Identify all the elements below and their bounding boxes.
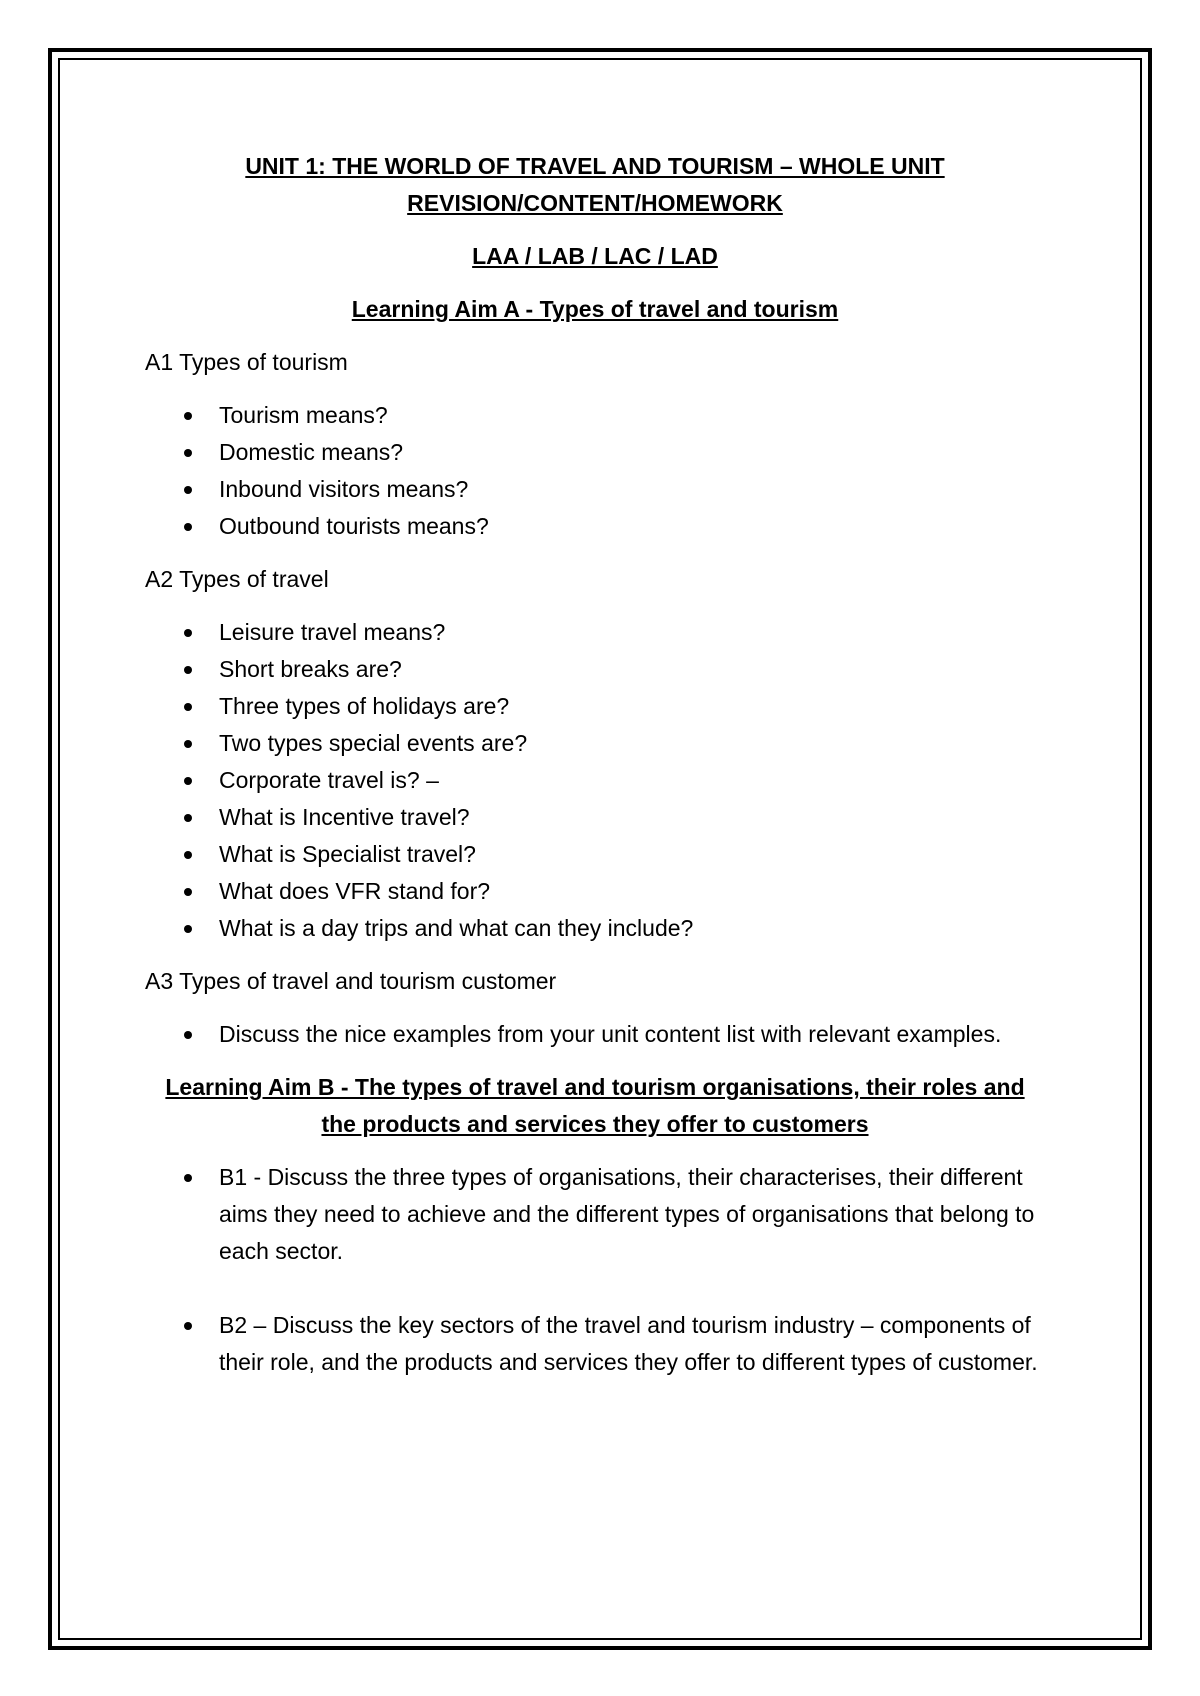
list-item — [145, 1159, 1045, 1270]
bullet-icon — [184, 1174, 192, 1182]
bullet-icon — [184, 851, 192, 859]
bullet-icon — [184, 486, 192, 494]
bullet-icon — [184, 1031, 192, 1039]
bullet-icon — [184, 523, 192, 531]
list-item — [145, 762, 1045, 799]
bullet-icon — [184, 814, 192, 822]
bullet-icon — [184, 888, 192, 896]
section-a3-title: A3 Types of travel and tourism customer — [145, 968, 557, 994]
bullet-icon — [184, 925, 192, 933]
list-item-text: What does VFR stand for? — [219, 878, 491, 904]
list-item — [145, 651, 1045, 688]
learning-aim-a-title: Learning Aim A - Types of travel and tourism — [351, 296, 839, 322]
bullet-icon — [184, 449, 192, 457]
list-item-text: Two types special events are? — [219, 730, 528, 756]
learning-aim-b-title: Learning Aim B - The types of travel and tourism organisations, their roles and the products and services they offer to customers — [165, 1074, 1025, 1137]
list-item — [145, 471, 1045, 508]
list-item-text: Outbound tourists means? — [219, 513, 489, 539]
section-a1-list — [145, 397, 1045, 545]
document-title: UNIT 1: THE WORLD OF TRAVEL AND TOURISM – WHOLE UNIT REVISION/CONTENT/HOMEWORK — [245, 153, 945, 216]
bullet-icon — [184, 1322, 192, 1330]
list-item — [145, 614, 1045, 651]
bullet-icon — [184, 777, 192, 785]
list-item-text: Leisure travel means? — [219, 619, 446, 645]
list-item-text: Discuss the nice examples from your unit content list with relevant examples. — [219, 1021, 1002, 1047]
list-item-text: Three types of holidays are? — [219, 693, 510, 719]
list-item — [145, 508, 1045, 545]
list-item — [145, 799, 1045, 836]
list-item-text: Domestic means? — [219, 439, 404, 465]
list-item-text: Short breaks are? — [219, 656, 402, 682]
section-a1-title: A1 Types of tourism — [145, 349, 348, 375]
list-item — [145, 725, 1045, 762]
list-item — [145, 688, 1045, 725]
list-item-text: B1 - Discuss the three types of organisations, their characterises, their different aims they need to achieve and the different types of organisations that belong to each sector. — [219, 1164, 1035, 1264]
list-item-text: What is Incentive travel? — [219, 804, 470, 830]
bullet-icon — [184, 666, 192, 674]
list-item — [145, 836, 1045, 873]
list-item-text: B2 – Discuss the key sectors of the travel and tourism industry – components of their role, and the products and services they offer to different types of customer. — [219, 1312, 1038, 1375]
list-item — [145, 397, 1045, 434]
learning-aim-b-list — [145, 1159, 1045, 1381]
list-item-text: Tourism means? — [219, 402, 388, 428]
list-item-text: Corporate travel is? – — [219, 767, 439, 793]
list-item-text: What is a day trips and what can they include? — [219, 915, 694, 941]
list-item — [145, 873, 1045, 910]
list-item — [145, 434, 1045, 471]
bullet-icon — [184, 412, 192, 420]
bullet-icon — [184, 703, 192, 711]
list-item-text: Inbound visitors means? — [219, 476, 469, 502]
document-subtitle: LAA / LAB / LAC / LAD — [472, 243, 718, 269]
document-content — [145, 148, 1045, 1397]
section-a2-title: A2 Types of travel — [145, 566, 329, 592]
list-item — [145, 910, 1045, 947]
list-item-text: What is Specialist travel? — [219, 841, 476, 867]
bullet-icon — [184, 740, 192, 748]
section-a2-list — [145, 614, 1045, 947]
list-item — [145, 1016, 1045, 1053]
section-a3-list — [145, 1016, 1045, 1053]
bullet-icon — [184, 629, 192, 637]
list-item — [145, 1307, 1045, 1381]
